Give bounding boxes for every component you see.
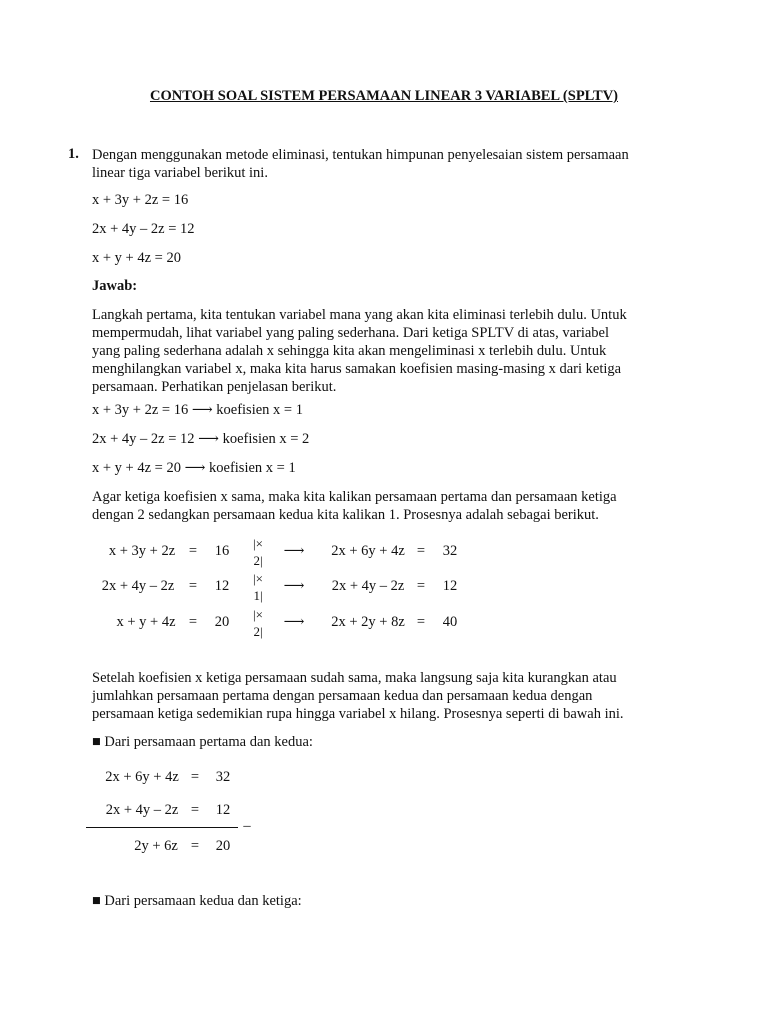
multiply-new-equals: = [416, 614, 426, 630]
coefficient-line-2: 2x + 4y – 2z = 12 ⟶ koefisien x = 2 [92, 431, 310, 447]
multiplier-bottom: 2| [253, 624, 263, 639]
multiply-new-lhs: 2x + 2y + 8z [331, 614, 405, 630]
multiplier-bottom: 2| [253, 553, 263, 568]
subtraction-row1-lhs: 2x + 6y + 4z [105, 769, 179, 785]
paragraph-2-line-2: dengan 2 sedangkan persamaan kedua kita kalikan 1. Prosesnya adalah sebagai berikut. [92, 507, 599, 523]
multiplier-bottom: 1| [253, 588, 263, 603]
subtraction-result-equals: = [190, 838, 200, 854]
answer-label: Jawab: [92, 278, 138, 294]
subtraction-row2-lhs: 2x + 4y – 2z [105, 802, 179, 818]
multiply-rhs: 16 [214, 543, 230, 559]
bullet-first-second: ■ Dari persamaan pertama dan kedua: [92, 734, 313, 750]
multiply-lhs: x + y + 4z [116, 614, 176, 630]
paragraph-1-line-1: Langkah pertama, kita tentukan variabel mana yang akan kita eliminasi terlebih dulu. Untuk [92, 307, 627, 323]
subtraction-row2-rhs: 12 [215, 802, 231, 818]
question-number: 1. [68, 146, 79, 162]
multiply-rhs: 12 [214, 578, 230, 594]
multiply-equals: = [188, 614, 198, 630]
multiply-equals: = [188, 578, 198, 594]
paragraph-3-line-3: persamaan ketiga sedemikian rupa hingga variabel x hilang. Prosesnya seperti di bawah ini. [92, 706, 624, 722]
multiply-equals: = [188, 543, 198, 559]
question-prompt-line-2: linear tiga variabel berikut ini. [92, 165, 268, 181]
paragraph-3-line-2: jumlahkan persamaan pertama dengan persamaan kedua dan persamaan kedua dengan [92, 688, 593, 704]
coefficient-line-3: x + y + 4z = 20 ⟶ koefisien x = 1 [92, 460, 296, 476]
subtraction-row2-equals: = [190, 802, 200, 818]
arrow-icon: ⟶ [283, 614, 305, 630]
multiplier-top: |× [253, 571, 263, 586]
arrow-icon: ⟶ [283, 578, 305, 594]
paragraph-2-line-1: Agar ketiga koefisien x sama, maka kita kalikan persamaan pertama dan persamaan ketiga [92, 489, 617, 505]
subtraction-operator: – [243, 818, 251, 834]
multiply-lhs: x + 3y + 2z [108, 543, 176, 559]
multiply-lhs: 2x + 4y – 2z [101, 578, 175, 594]
multiply-new-equals: = [416, 578, 426, 594]
equation-1: x + 3y + 2z = 16 [92, 192, 189, 208]
subtraction-rule [86, 827, 238, 828]
bullet-second-third: ■ Dari persamaan kedua dan ketiga: [92, 893, 302, 909]
subtraction-result-rhs: 20 [215, 838, 231, 854]
multiply-new-lhs: 2x + 4y – 2z [331, 578, 405, 594]
multiply-new-rhs: 40 [442, 614, 458, 630]
multiply-new-rhs: 32 [442, 543, 458, 559]
question-prompt-line-1: Dengan menggunakan metode eliminasi, tentukan himpunan penyelesaian sistem persamaan [92, 147, 629, 163]
subtraction-row1-equals: = [190, 769, 200, 785]
paragraph-1-line-3: yang paling sederhana adalah x sehingga kita akan mengeliminasi x terlebih dulu. Untuk [92, 343, 607, 359]
paragraph-1-line-4: menghilangkan variabel x, maka kita harus samakan koefisien masing-masing x dari ketiga [92, 361, 622, 377]
arrow-icon: ⟶ [283, 543, 305, 559]
multiplier-top: |× [253, 607, 263, 622]
subtraction-result-lhs: 2y + 6z [134, 838, 178, 854]
multiply-new-rhs: 12 [442, 578, 458, 594]
paragraph-1-line-5: persamaan. Perhatikan penjelasan berikut. [92, 379, 337, 395]
paragraph-3-line-1: Setelah koefisien x ketiga persamaan sudah sama, maka langsung saja kita kurangkan atau [92, 670, 617, 686]
page-title: CONTOH SOAL SISTEM PERSAMAAN LINEAR 3 VARIABEL (SPLTV) [149, 88, 618, 104]
multiply-rhs: 20 [214, 614, 230, 630]
equation-2: 2x + 4y – 2z = 12 [92, 221, 195, 237]
multiplier-top: |× [253, 536, 263, 551]
equation-3: x + y + 4z = 20 [92, 250, 181, 266]
multiply-new-equals: = [416, 543, 426, 559]
coefficient-line-1: x + 3y + 2z = 16 ⟶ koefisien x = 1 [92, 402, 303, 418]
paragraph-1-line-2: mempermudah, lihat variabel yang paling sederhana. Dari ketiga SPLTV di atas, variabel [92, 325, 610, 341]
multiply-new-lhs: 2x + 6y + 4z [331, 543, 405, 559]
subtraction-row1-rhs: 32 [215, 769, 231, 785]
